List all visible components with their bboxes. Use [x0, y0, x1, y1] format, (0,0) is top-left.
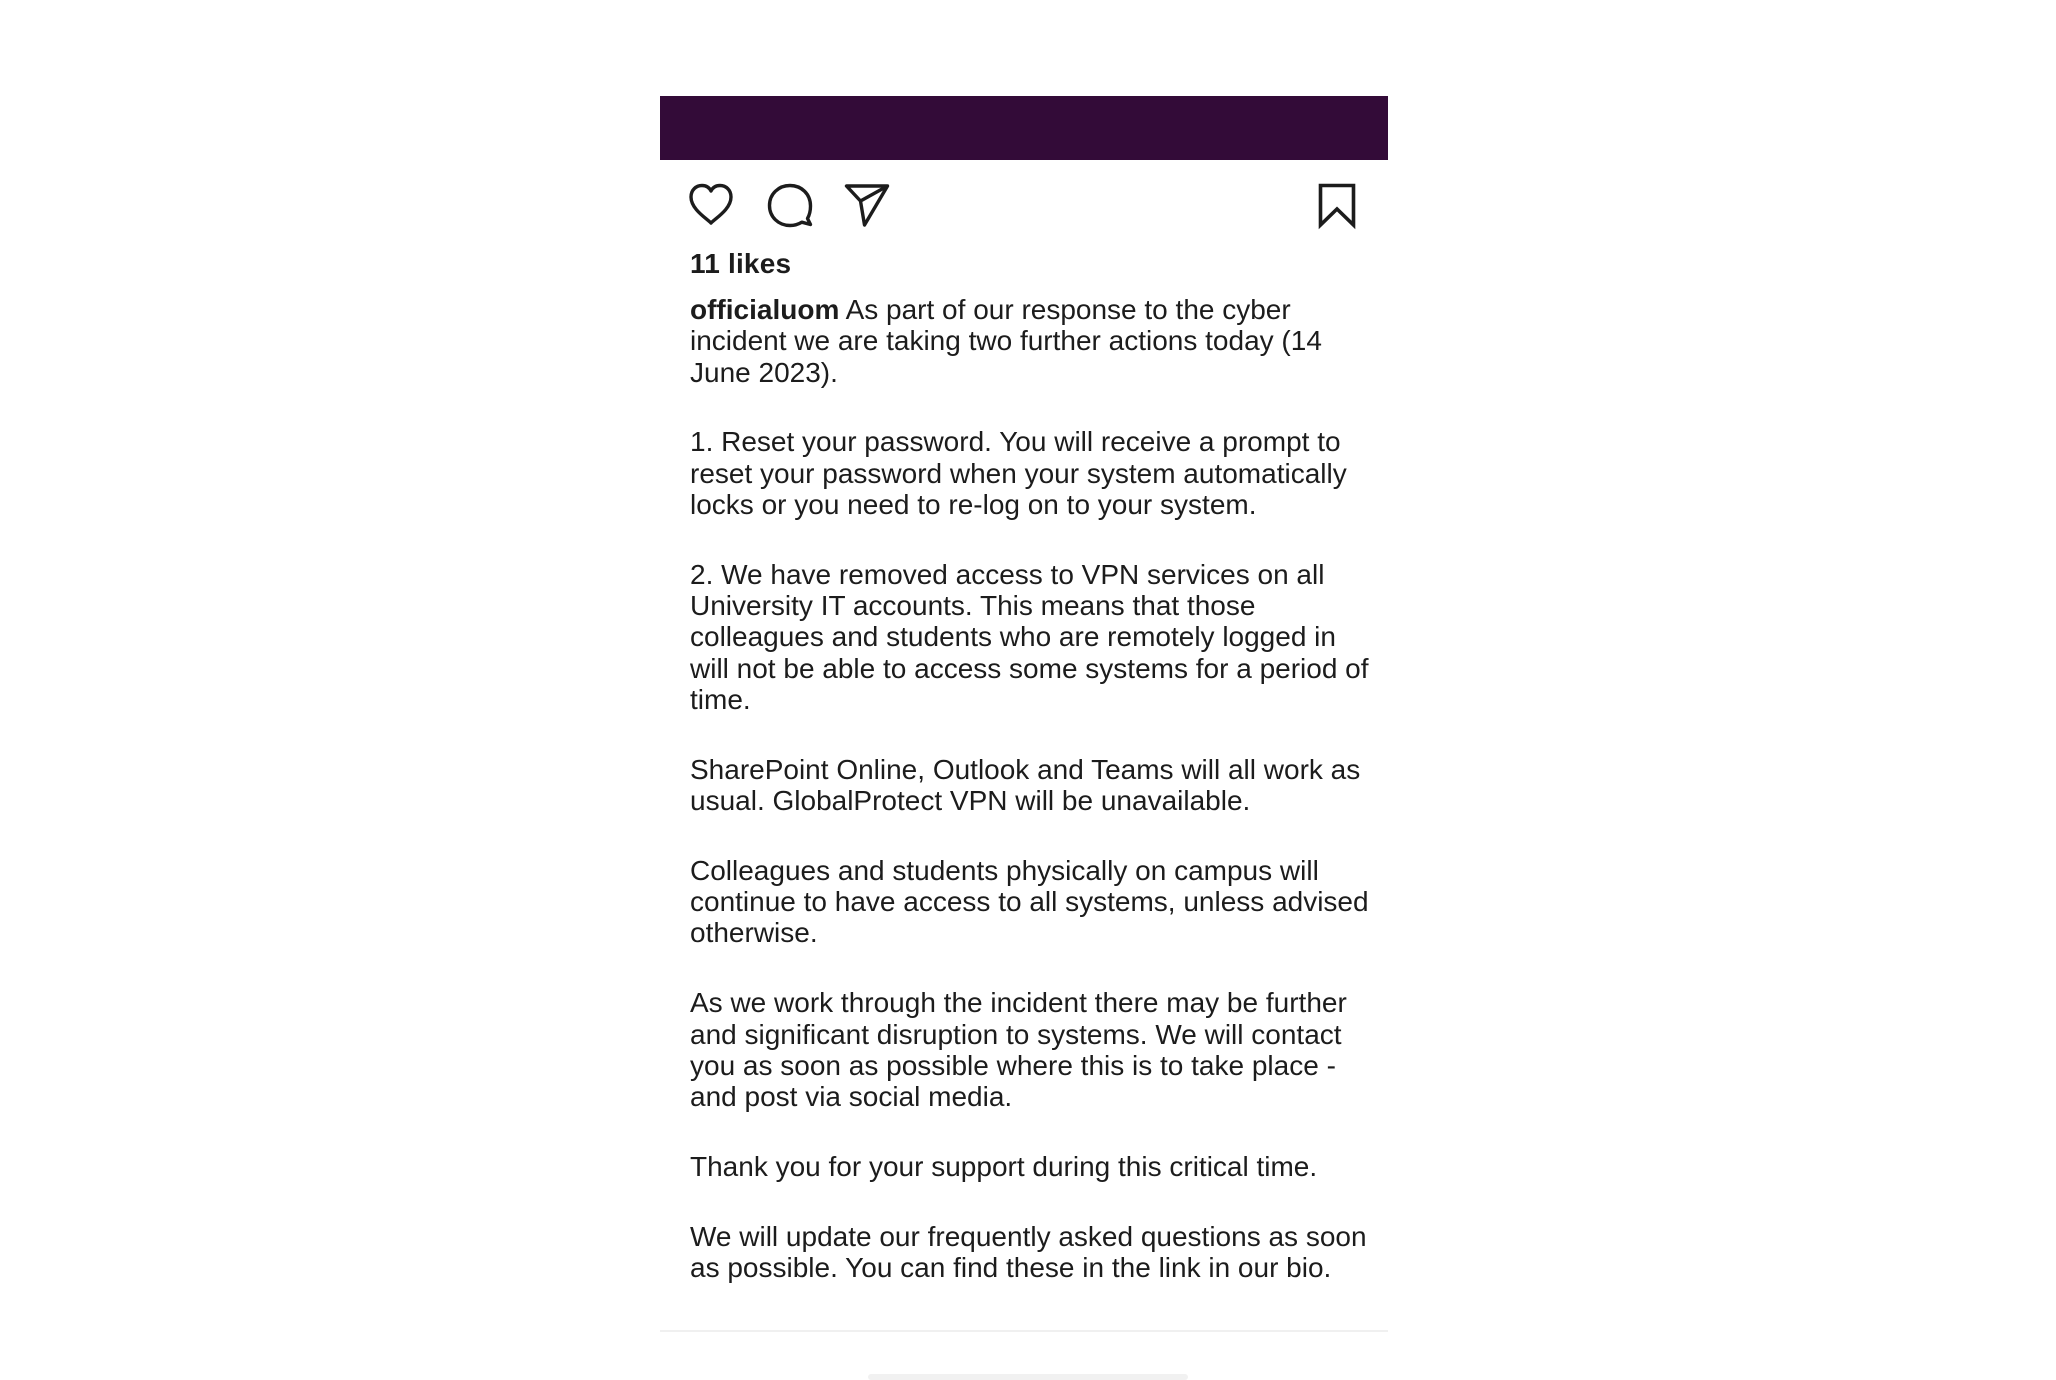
caption-paragraph: SharePoint Online, Outlook and Teams will all work as usual. GlobalProtect VPN will be unavailable.: [690, 753, 1361, 817]
instagram-post: [660, 96, 1388, 1332]
caption-paragraph: Thank you for your support during this critical time.: [690, 1150, 1318, 1182]
caption-intro: [690, 294, 1370, 388]
heart-icon[interactable]: [686, 180, 736, 230]
likes-count[interactable]: 11 likes: [690, 248, 792, 279]
post-caption: [690, 294, 1370, 1322]
caption-paragraph: 1. Reset your password. You will receive a prompt to reset your password when your system automatically locks or you need to re-log on to your system.: [690, 426, 1347, 520]
username-link[interactable]: officialuom: [690, 294, 840, 325]
comment-icon[interactable]: [765, 180, 815, 230]
post-action-bar: [660, 180, 1388, 230]
share-icon[interactable]: [842, 180, 892, 230]
bookmark-icon[interactable]: [1312, 180, 1362, 230]
home-indicator: [868, 1374, 1188, 1380]
post-image[interactable]: [660, 96, 1388, 160]
caption-paragraph: 2. We have removed access to VPN services on all University IT accounts. This means that those colleagues and students who are remotely logged in will not be able to access some systems for a period of time.: [690, 558, 1369, 715]
caption-paragraph: As we work through the incident there may be further and significant disruption to systems. We will contact you as soon as possible where this is to take place - and post via social media.: [690, 987, 1347, 1113]
caption-paragraph: We will update our frequently asked questions as soon as possible. You can find these in the link in our bio.: [690, 1220, 1367, 1284]
caption-intro-text: As part of our response to the cyber incident we are taking two further actions today (14 June 2023).: [690, 294, 1322, 388]
caption-paragraph: Colleagues and students physically on campus will continue to have access to all systems, unless advised otherwise.: [690, 854, 1369, 949]
